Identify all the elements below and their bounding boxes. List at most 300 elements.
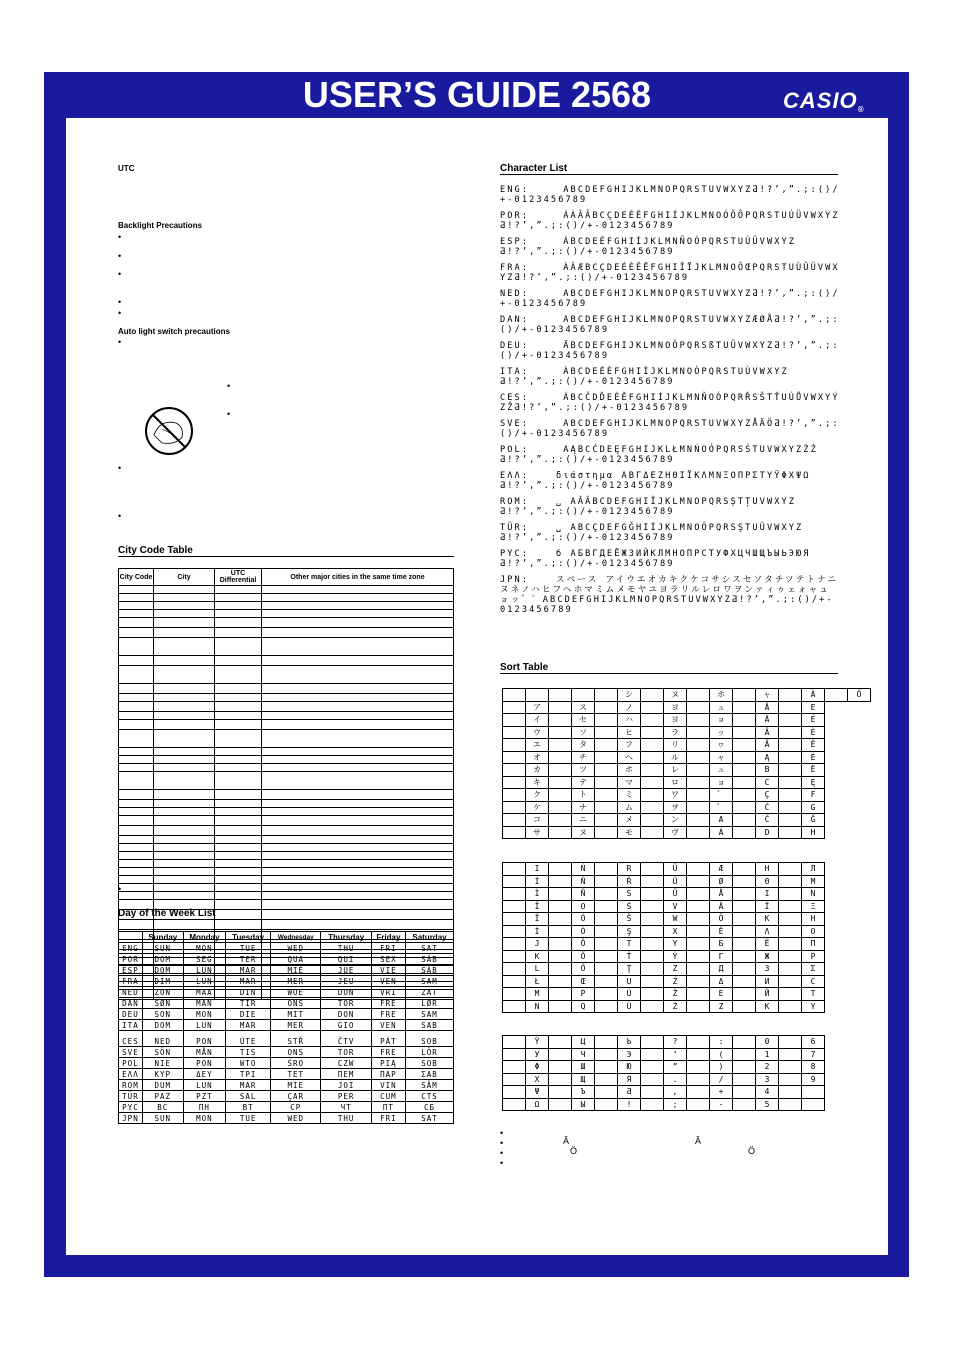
sort-order-cell [503, 875, 526, 888]
sort-char-cell: ッ [710, 726, 733, 739]
sort-order-cell [779, 875, 802, 888]
sort-char-cell: Î [526, 900, 549, 913]
sort-order-cell [595, 950, 618, 963]
dow-row [119, 1047, 454, 1058]
city-cell [154, 730, 215, 748]
sort-order-cell [595, 1061, 618, 1074]
sort-order-cell [687, 1086, 710, 1099]
bullet: • [118, 463, 122, 473]
sort-char-cell: Å [710, 888, 733, 901]
sort-order-cell [595, 1000, 618, 1013]
sort-char-cell [802, 1086, 825, 1099]
sort-char-cell: Í [526, 875, 549, 888]
sort-char-cell: サ [526, 826, 549, 839]
sort-order-cell [779, 975, 802, 988]
sort-order-cell [595, 863, 618, 876]
city-row [119, 602, 454, 610]
sort-order-cell [503, 764, 526, 777]
sort-order-cell [549, 925, 572, 938]
city-cell [215, 638, 262, 656]
sort-char-cell: 9 [802, 1073, 825, 1086]
city-cell [215, 876, 262, 884]
city-cell [154, 764, 215, 772]
sort-char-cell: Ş [618, 925, 641, 938]
city-cell [119, 884, 154, 892]
sort-order-cell [595, 938, 618, 951]
sort-order-cell [641, 1098, 664, 1111]
sort-char-cell: カ [526, 764, 549, 777]
sort-order-cell [549, 701, 572, 714]
sort-char-cell: Ť [618, 950, 641, 963]
sort-order-cell [733, 950, 756, 963]
sort-char-cell: 2 [756, 1061, 779, 1074]
sort-char-cell: W [664, 913, 687, 926]
sort-char-cell: Ř [618, 875, 641, 888]
bullet: • [500, 1138, 504, 1148]
dow-day: QUA [271, 954, 321, 965]
character-row [500, 237, 840, 257]
city-cell [262, 816, 454, 826]
sort-char-cell: Ë [802, 764, 825, 777]
sort-order-cell [687, 875, 710, 888]
city-cell [262, 876, 454, 884]
sort-char-cell: Ä [756, 714, 779, 727]
sort-order-cell [595, 1073, 618, 1086]
sort-order-cell [641, 875, 664, 888]
character-row-chars: AĄBCĆDEĘFGHIJKLŁMNŃOÓPQRSŚTUVWXYZŹŻƋ!?’,”.;:()/+-0123456789 [500, 445, 818, 465]
sort-char-cell: K [756, 1000, 779, 1013]
sort-char-cell: ル [664, 751, 687, 764]
dow-day: TUE [226, 1113, 271, 1124]
sort-order-cell [687, 689, 710, 702]
sort-order-cell [687, 751, 710, 764]
sort-char-cell: Ł [526, 975, 549, 988]
sort-char-cell: Ń [572, 863, 595, 876]
dow-day: MAR [226, 1080, 271, 1091]
bullet: • [118, 297, 122, 307]
dow-day: SÖN [142, 1047, 183, 1058]
col-utc-diff: UTC Differential [215, 569, 262, 586]
city-cell [215, 594, 262, 602]
sort-order-cell [595, 1086, 618, 1099]
character-row [500, 393, 840, 413]
character-row-chars: ␣ AĂÂBCDEFGHIÎJKLMNOPQRSȘTȚUVWXYZƋ!?’,”.;:()/+-0123456789 [500, 497, 797, 517]
city-cell [215, 892, 262, 900]
sort-char-cell: イ [526, 714, 549, 727]
sort-order-cell [595, 689, 618, 702]
sort-order-cell [779, 900, 802, 913]
dow-day: SAM [405, 976, 453, 987]
dow-row [119, 1009, 454, 1020]
sort-char-cell: Œ [572, 975, 595, 988]
sort-char-cell: X [526, 1073, 549, 1086]
city-cell [154, 860, 215, 868]
sort-char-cell: Ψ [526, 1086, 549, 1099]
dow-day: FRE [371, 998, 405, 1009]
sort-order-cell [549, 875, 572, 888]
city-cell [154, 712, 215, 720]
sort-order-cell [733, 900, 756, 913]
sort-order-cell [549, 988, 572, 1001]
sort-order-cell [549, 826, 572, 839]
sort-order-cell [779, 1061, 802, 1074]
sort-order-cell [641, 789, 664, 802]
sort-char-cell: U [618, 975, 641, 988]
sort-char-cell: H [756, 863, 779, 876]
dow-day: SØN [142, 998, 183, 1009]
dow-day: MER [271, 1020, 321, 1031]
sort-order-cell [687, 900, 710, 913]
sort-order-cell [733, 1036, 756, 1049]
sort-order-cell [549, 963, 572, 976]
dow-day: TOR [321, 1047, 371, 1058]
city-cell [262, 602, 454, 610]
city-cell [119, 772, 154, 790]
city-row [119, 594, 454, 602]
dow-day: ONS [271, 998, 321, 1009]
dow-day: PAZ [142, 1091, 183, 1102]
sort-table-title: Sort Table [500, 662, 838, 674]
backlight-precautions-title: Backlight Precautions [118, 221, 203, 230]
sort-char-cell: Č [756, 814, 779, 827]
sort-char-cell: Й [756, 988, 779, 1001]
sort-char-cell: Q [572, 1000, 595, 1013]
sort-order-cell [779, 689, 802, 702]
sort-order-cell [503, 1098, 526, 1111]
dow-day: ÇAR [271, 1091, 321, 1102]
sort-row [503, 975, 825, 988]
city-cell [215, 852, 262, 860]
city-row [119, 628, 454, 638]
day-of-week-title: Day of the Week List [118, 908, 454, 920]
sort-order-cell [641, 739, 664, 752]
sort-char-cell: Ц [572, 1036, 595, 1049]
sort-char-cell: Φ [526, 1061, 549, 1074]
sort-order-cell [503, 739, 526, 752]
sort-order-cell [549, 950, 572, 963]
city-cell [119, 790, 154, 800]
sort-char-cell: リ [664, 739, 687, 752]
city-cell [119, 800, 154, 808]
city-cell [215, 826, 262, 836]
sort-order-cell [641, 714, 664, 727]
sort-char-cell: Щ [572, 1073, 595, 1086]
dow-day: VIN [371, 1080, 405, 1091]
sort-char-cell: ヘ [618, 751, 641, 764]
dow-day: LUN [183, 1020, 226, 1031]
sort-char-cell: セ [572, 714, 595, 727]
sort-char-cell: レ [664, 764, 687, 777]
sort-char-cell: Г [710, 950, 733, 963]
dow-day: GIO [321, 1020, 371, 1031]
sort-row [503, 826, 871, 839]
dow-row [119, 1102, 454, 1113]
sort-order-cell [733, 1098, 756, 1111]
dow-day: FRE [371, 1047, 405, 1058]
sort-row [503, 900, 825, 913]
sort-char-cell: M [802, 875, 825, 888]
dow-day: CZW [321, 1058, 371, 1069]
sort-char-cell: タ [572, 739, 595, 752]
sort-row [503, 863, 825, 876]
character-row-language: ROM: [500, 497, 530, 507]
sort-order-cell [733, 1073, 756, 1086]
sort-char-cell: Ì [526, 888, 549, 901]
character-row-chars: スペース アイウエオカキクケコサシスセソタチツテトナニヌネノハヒフヘホマミムメモヤユヨラリルレロワヲンァィゥェォャュョッ゛゜ABCDEFGHIJKLMNOPQRSTUVWXYZƋ!?’,”.;:()/+-0123456789 [500, 575, 839, 615]
no-sunlight-watch-icon [140, 405, 198, 457]
sort-order-cell [687, 714, 710, 727]
dow-day: LUN [183, 976, 226, 987]
sort-char-cell: ! [618, 1098, 641, 1111]
sort-char-cell: П [802, 938, 825, 951]
city-row [119, 836, 454, 844]
dow-day: DIN [226, 987, 271, 998]
dow-row [119, 1020, 454, 1031]
sort-char-cell: Ù [618, 1000, 641, 1013]
city-cell [262, 764, 454, 772]
sort-char-cell: Ő [848, 689, 871, 702]
city-cell [154, 844, 215, 852]
sort-order-cell [641, 826, 664, 839]
sort-order-cell [779, 789, 802, 802]
sort-order-cell [779, 1073, 802, 1086]
city-row [119, 868, 454, 876]
dow-day: NIE [142, 1058, 183, 1069]
sort-char-cell: N [526, 1000, 549, 1013]
dow-day: SAL [226, 1091, 271, 1102]
city-row [119, 826, 454, 836]
sort-row [503, 950, 825, 963]
city-cell [215, 656, 262, 666]
city-cell [215, 836, 262, 844]
bullet: • [118, 232, 122, 242]
city-cell [119, 594, 154, 602]
sort-char-cell: マ [618, 776, 641, 789]
city-cell [119, 694, 154, 702]
sort-char-cell: ゜ [710, 801, 733, 814]
dow-day: DOM [142, 1020, 183, 1031]
dow-day: MON [183, 943, 226, 954]
sort-char-cell: Ň [572, 875, 595, 888]
city-cell [215, 602, 262, 610]
sort-char-cell: ツ [572, 764, 595, 777]
sort-char-cell: ア [526, 701, 549, 714]
dow-header: Monday [183, 932, 226, 943]
sort-order-cell [595, 814, 618, 827]
sort-note-char: Ă [563, 1136, 570, 1146]
col-city: City [154, 569, 215, 586]
sort-char-cell: C [756, 776, 779, 789]
dow-day: ПT [371, 1102, 405, 1113]
sort-order-cell [641, 1000, 664, 1013]
sort-order-cell [503, 900, 526, 913]
sort-order-cell [733, 689, 756, 702]
sort-char-cell: . [664, 1073, 687, 1086]
sort-order-cell [595, 963, 618, 976]
sort-order-cell [733, 975, 756, 988]
dow-day: WTO [226, 1058, 271, 1069]
city-cell [262, 720, 454, 730]
character-row-language: POR: [500, 211, 530, 221]
sort-char-cell: Δ [710, 975, 733, 988]
sort-char-cell: Ï [526, 913, 549, 926]
sort-char-cell: İ [526, 925, 549, 938]
sort-order-cell [595, 925, 618, 938]
sort-order-cell [687, 826, 710, 839]
sort-order-cell [733, 701, 756, 714]
sort-char-cell: ャ [710, 751, 733, 764]
sort-char-cell: ュ [710, 764, 733, 777]
city-row [119, 656, 454, 666]
dow-day: SAB [405, 1020, 453, 1031]
dow-day: DOM [142, 965, 183, 976]
character-row-language: FRA: [500, 263, 530, 273]
character-row [500, 315, 840, 335]
sort-order-cell [595, 701, 618, 714]
sort-row [503, 714, 871, 727]
sort-order-cell [733, 863, 756, 876]
city-cell [215, 816, 262, 826]
sort-order-cell [595, 988, 618, 1001]
sort-char-cell: Ý [664, 950, 687, 963]
sort-order-cell [733, 751, 756, 764]
city-cell [262, 852, 454, 860]
sort-row [503, 988, 825, 1001]
sort-char-cell: Ш [572, 1061, 595, 1074]
city-row [119, 876, 454, 884]
dow-day: ΣAB [405, 1069, 453, 1080]
city-cell [154, 720, 215, 730]
dow-day: MER [271, 976, 321, 987]
city-cell [262, 860, 454, 868]
dow-day: PIĄ [371, 1058, 405, 1069]
sort-order-cell [549, 975, 572, 988]
city-row [119, 920, 454, 930]
sort-char-cell: ト [572, 789, 595, 802]
sort-char-cell: Ż [664, 1000, 687, 1013]
dow-day: VRI [371, 987, 405, 998]
dow-row [119, 1069, 454, 1080]
sort-char-cell: V [664, 900, 687, 913]
dow-header: Friday [371, 932, 405, 943]
sort-row [503, 1000, 825, 1013]
dow-row [119, 965, 454, 976]
sort-char-cell: / [710, 1073, 733, 1086]
sort-char-cell: И [756, 975, 779, 988]
city-cell [262, 730, 454, 748]
sort-char-cell: 1 [756, 1048, 779, 1061]
sort-char-cell: Ε [710, 988, 733, 1001]
city-cell [215, 694, 262, 702]
sort-order-cell [503, 826, 526, 839]
bullet: • [118, 308, 122, 318]
sort-row [503, 938, 825, 951]
sort-char-cell: 8 [802, 1061, 825, 1074]
sort-char-cell: N [802, 888, 825, 901]
character-row-language: NED: [500, 289, 530, 299]
dow-day: MAR [226, 965, 271, 976]
character-row-language: TÜR: [500, 523, 530, 533]
sort-char-cell: ? [664, 1036, 687, 1049]
character-row-chars: ABCDEFGHIJKLMNOPQRSTUVWXYZÆØÅƋ!?’,”.;:()/+-0123456789 [500, 315, 840, 335]
dow-day: TET [271, 1069, 321, 1080]
sort-order-cell [549, 888, 572, 901]
character-row-language: ENG: [500, 185, 530, 195]
sort-order-cell [503, 963, 526, 976]
city-cell [119, 712, 154, 720]
dow-language: ENG [119, 943, 143, 954]
sort-char-cell: D [756, 826, 779, 839]
sort-row [503, 963, 825, 976]
dow-language: PYC [119, 1102, 143, 1113]
sort-order-cell [503, 1086, 526, 1099]
sort-order-cell [641, 900, 664, 913]
sort-row [503, 801, 871, 814]
dow-day: ΠEM [321, 1069, 371, 1080]
city-cell [154, 602, 215, 610]
sort-char-cell: K [756, 913, 779, 926]
city-cell [262, 772, 454, 790]
city-cell [215, 800, 262, 808]
dow-day: SÁB [405, 954, 453, 965]
character-row-language: POL: [500, 445, 530, 455]
sort-order-cell [687, 925, 710, 938]
city-cell [215, 860, 262, 868]
character-row [500, 549, 840, 569]
sort-char-cell: Д [710, 963, 733, 976]
character-row-language: ITA: [500, 367, 530, 377]
sort-char-cell: Y [664, 938, 687, 951]
city-cell [154, 852, 215, 860]
sort-order-cell [641, 1073, 664, 1086]
sort-order-cell [687, 776, 710, 789]
city-row [119, 638, 454, 656]
sort-char-cell: ニ [572, 814, 595, 827]
sort-order-cell [549, 1000, 572, 1013]
dow-day: CБ [405, 1102, 453, 1113]
dow-header: Saturday [405, 932, 453, 943]
sort-order-cell [779, 925, 802, 938]
sort-order-cell [733, 789, 756, 802]
sort-row [503, 875, 825, 888]
character-row-chars: ÁÀÂÃBCÇDEÉÊFGHIÍJKLMNOÓÕÔPQRSTUÚÜVWXYZƋ!?’,”.;:()/+-0123456789 [500, 211, 840, 231]
sort-order-cell [779, 814, 802, 827]
sort-row [503, 814, 871, 827]
dow-day: PON [183, 1031, 226, 1047]
sort-order-cell [503, 776, 526, 789]
sort-order-cell [779, 1098, 802, 1111]
sort-row [503, 776, 871, 789]
sort-order-cell [733, 925, 756, 938]
character-row [500, 263, 840, 283]
sort-order-cell [503, 751, 526, 764]
sort-char-cell: Ą [756, 751, 779, 764]
city-row [119, 764, 454, 772]
dow-day: WED [271, 943, 321, 954]
city-cell [215, 666, 262, 684]
city-row [119, 684, 454, 694]
city-cell [119, 638, 154, 656]
sort-char-cell: Š [618, 913, 641, 926]
sort-char-cell: E [802, 701, 825, 714]
day-of-week-table [118, 931, 454, 1124]
city-cell [154, 638, 215, 656]
sort-order-cell [779, 751, 802, 764]
sort-order-cell [595, 900, 618, 913]
sort-row [503, 1061, 825, 1074]
city-cell [154, 610, 215, 618]
sort-char-cell: Z [664, 963, 687, 976]
